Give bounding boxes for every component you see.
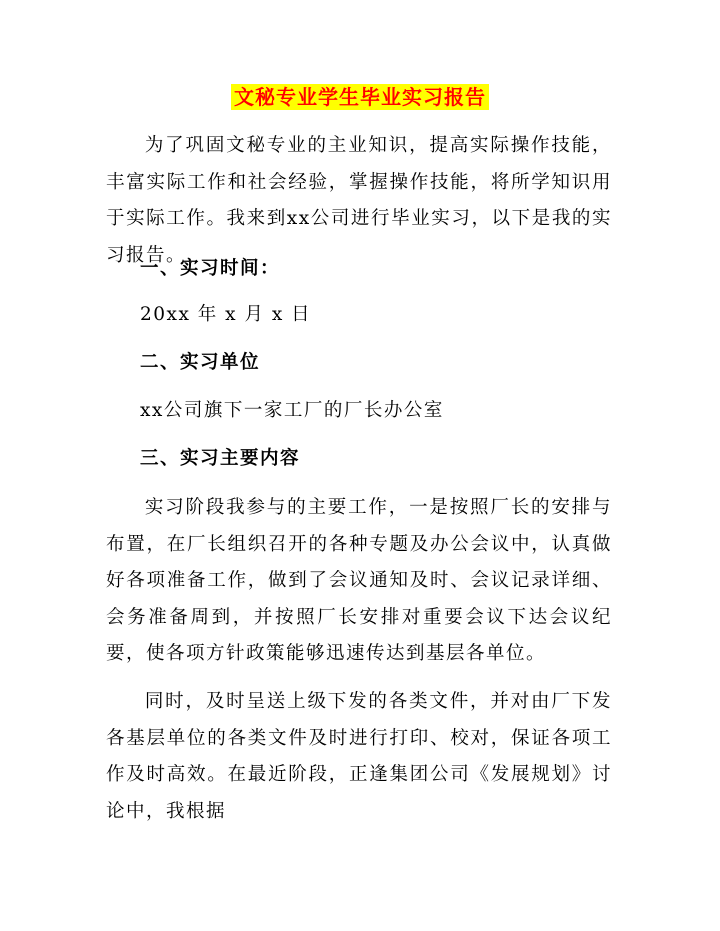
section3-heading: 三、实习主要内容	[140, 448, 301, 469]
section3-paragraph-1: 实习阶段我参与的主要工作，一是按照厂长的安排与布置，在厂长组织召开的各种专题及办公会议中，认真做好各项准备工作，做到了会议通知及时、会议记录详细、会务准备周到，并按照厂长安排对重要会议下达会议纪要，使各项方针政策能够迅速传达到基层各单位。	[106, 497, 612, 664]
section1-content: 20xx 年 x 月 x 日	[140, 304, 312, 325]
section3-paragraph-2: 同时，及时呈送上级下发的各类文件，并对由厂下发各基层单位的各类文件及时进行打印、校对，保证各项工作及时高效。在最近阶段，正逢集团公司《发展规划》讨论中，我根据	[106, 691, 612, 822]
section1-heading: 一、实习时间：	[140, 258, 281, 279]
section2-heading: 二、实习单位	[140, 352, 261, 373]
document-title: 文秘专业学生毕业实习报告	[231, 84, 489, 110]
intro-paragraph: 为了巩固文秘专业的主业知识，提高实际操作技能，丰富实际工作和社会经验，掌握操作技能，将所学知识用于实际工作。我来到xx公司进行毕业实习，以下是我的实习报告。	[106, 135, 612, 266]
section2-content: xx公司旗下一家工厂的厂长办公室	[140, 400, 444, 421]
title-container	[0, 84, 720, 110]
